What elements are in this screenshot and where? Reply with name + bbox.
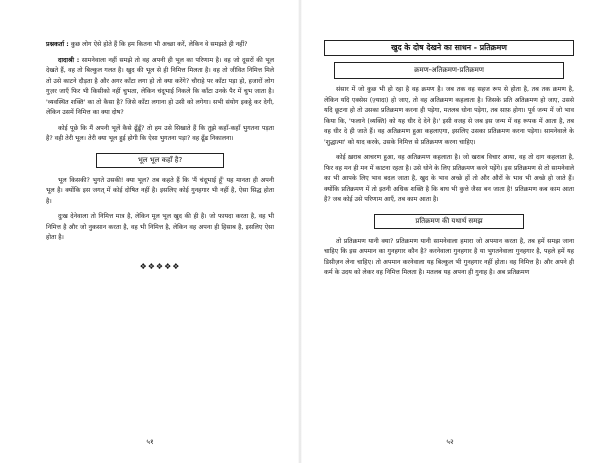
chapter-subtitle-box: क्रमण-अतिक्रमण-प्रतिक्रमण xyxy=(334,62,564,79)
question-1-label: प्रश्नकर्ता : xyxy=(46,41,69,48)
paragraph-3: भूल किसकी? भुगते उसकी! क्या भूल? तब कहते हैं कि 'मैं चंदूभाई हूँ' यह मानता ही अपनी भूल है। क्योंकि इस जगत् में कोई दोषित नहीं है। इसलिए कोई गुनहगार भी नहीं है, ऐसा सिद्ध होता है। xyxy=(46,176,274,205)
question-1 xyxy=(46,40,274,51)
left-page-content xyxy=(46,40,274,271)
right-paragraph-2: कोई ख़राब आचरण हुआ, वह अतिक्रमण कहलाता है। जो खराब विचार आया, वह तो दाग कहलाता है, फिर वह मन ही मन में काटना रहता है। उसे धोने के लिए प्रतिक्रमण करने पड़ेंगे। इस प्रतिक्रमण से तो सामनेवाले का भी आपके लिए भाव बदल जाता है, खुद के भाव अच्छे हों तो और औरों के भाव भी अच्छे हो जाते हैं। क्योंकि प्रतिक्रमण में तो इतनी अधिक शक्ति है कि बाघ भी कुत्ते जैसा बन जाता है! प्रतिक्रमण कब काम आता है? जब कोई उसे परिणाम आएँ, तब काम आता है। xyxy=(324,154,574,203)
section-title-right: प्रतिक्रमण की यथार्थ समझ xyxy=(374,214,524,229)
chapter-title-box: खुद के दोष देखने का साधन - प्रतिक्रमण xyxy=(324,40,574,56)
answer-1-text: सामनेवाला नहीं समझे तो वह अपनी ही भूल का परिणाम है। वह जो दूसरों की भूल देखते हैं, वह तो बिल्कुल गलत है। खुद की भूल से ही निमित्त मिलता है। वह तो जीवित निमित्त मिले तो उसे काटने दौड़ता है और अगर काँटा लगा हो तो क्या करेंगे? चौराहे पर काँटा पड़ा हो, हजारों लोग गुज़र जाएँ फिर भी किसीको नहीं चुभता, लेकिन चंदूभाई निकले कि काँटा उनके पैर में चुभ जाता है। 'व्यवस्थित शक्ति' का तो कैसा है? जिसे काँटा लगाना हो उसी को लगेगा। सभी संयोग इकट्ठे कर देगी, लेकिन उसमें निमित्त का क्या दोष? xyxy=(46,56,274,116)
answer-1 xyxy=(46,56,274,119)
page-number-right: ५२ xyxy=(446,438,454,446)
page-number-left: ५१ xyxy=(146,438,154,446)
right-page-content xyxy=(324,40,574,284)
right-paragraph-3: तो प्रतिक्रमण यानी क्या? प्रतिक्रमण यानी सामनेवाला हमारा जो अपमान करता है, तब हमें समझ जाना चाहिए कि इस अपमान का गुनहगार कौन है? करनेवाला गुनहगार है या भुगतनेवाला गुनहगार है, पहले हमें यह डिसीज़न लेना चाहिए। तो अपमान करनेवाला यह बिल्कुल भी गुनहगार नहीं होता। वह निमित्त है। और अपने ही कर्म के उदय को लेकर वह निमित्त मिलता है। मतलब यह अपना ही गुनाह है। अब प्रतिक्रमण xyxy=(324,237,574,276)
right-page xyxy=(300,0,600,463)
paragraph-4: दुःख देनेवाला तो निमित्त मात्र है, लेकिन मूल भूल खुद की ही है। जो फायदा करता है, वह भी निमित्त है और जो नुकसान करता है, वह भी निमित्त है, लेकिन वह अपना ही हिसाब है, इसलिए ऐसा होता है। xyxy=(46,213,274,241)
section-title-left: भूल भूल कहाँ है? xyxy=(96,153,224,168)
ornament-divider: ❖❖❖❖❖ xyxy=(139,261,181,271)
paragraph-2: कोई पूछे कि मैं अपनी भूलें कैसे ढूँढूँ? तो हम उसे सिखाते हैं कि तुझे कहाँ-कहाँ भुगतना पड़ता है? वही तेरी भूल। तेरी क्या भूल हुई होगी कि ऐसा भुगतना पड़ा? वह ढूँढ निकालना। xyxy=(46,124,274,142)
answer-1-label: दादाश्री : xyxy=(58,56,80,64)
question-1-text: कुछ लोग ऐसे होते हैं कि हम कितना भी अच्छा करें, लेकिन वे समझते ही नहीं? xyxy=(70,41,248,48)
right-paragraph-1: संसार में जो कुछ भी हो रहा है वह क्रमण है। जब तक वह सहज रूप से होता है, तब तक क्रमण है, लेकिन यदि एक्सेस (ज़्यादा) हो जाए, तो वह अतिक्रमण कहलाता है। जिसके प्रति अतिक्रमण हो जाए, उससे यदि छूटना हो तो उसका प्रतिक्रमण करना ही पड़ेगा, मतलब धोना पड़ेगा, तब साफ़ होगा। पूर्व जन्म में जो भाव किया कि, 'फलाने (व्यक्ति) को यह धीर दे देने है।' इसी वजह से जब इस जन्म में वह रूपक में आता है, तब वह धीर दे ही जाते हैं। वह अतिक्रमण हुआ कहलाएगा, इसलिए उसका प्रतिक्रमण करना पड़ेगा। सामनेवाले के 'शुद्धात्मा' को याद करके, उसके निमित्त से प्रतिक्रमण करना चाहिए। xyxy=(324,86,574,146)
